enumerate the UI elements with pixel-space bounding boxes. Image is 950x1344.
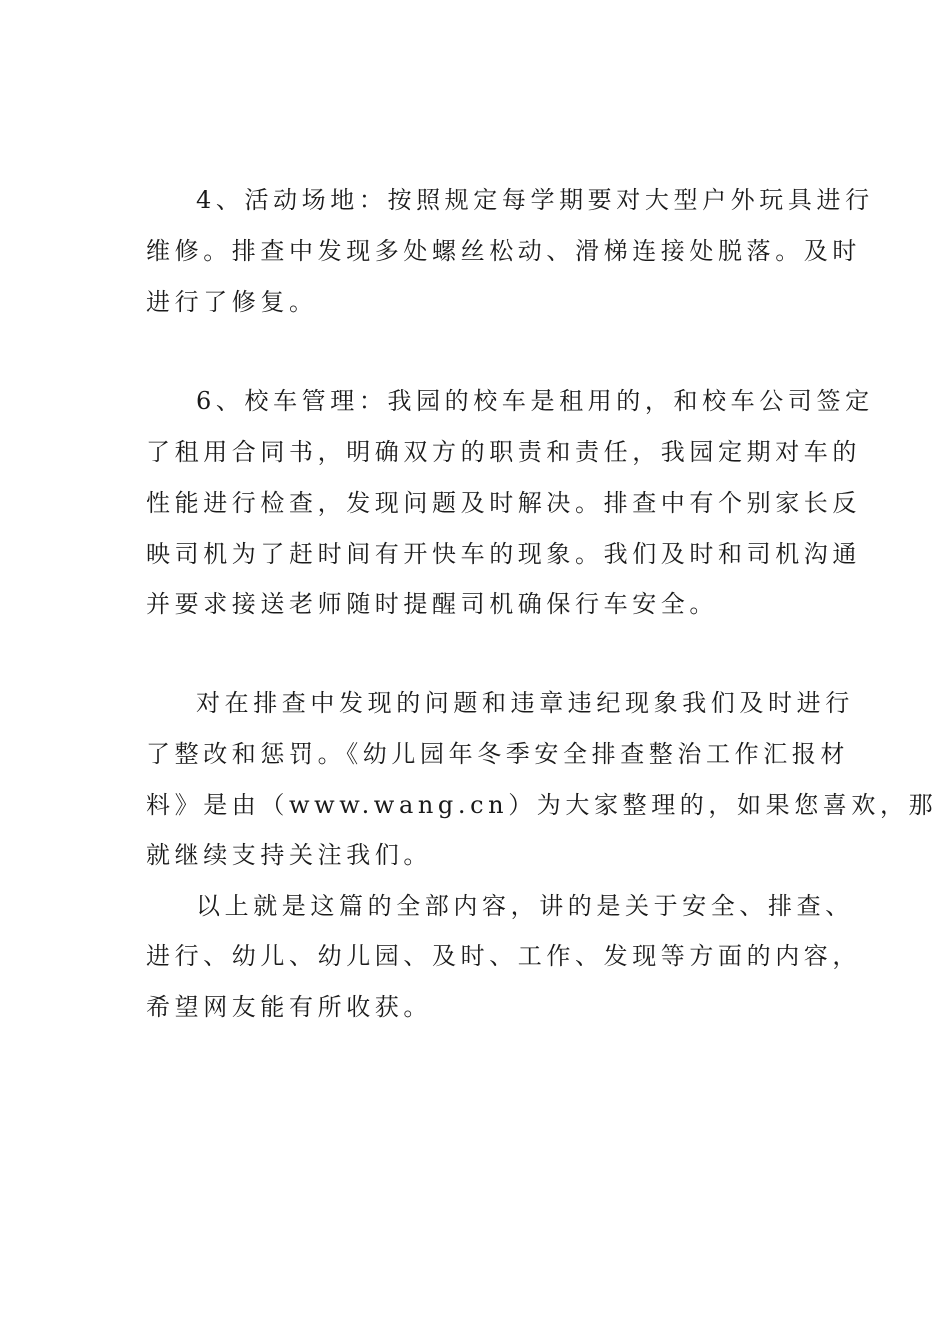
paragraph-line: 希望网友能有所收获。	[146, 993, 432, 1021]
paragraph-line: 就继续支持关注我们。	[146, 841, 432, 869]
paragraph-line: 对在排查中发现的问题和违章违纪现象我们及时进行	[196, 689, 854, 717]
paragraph-line: 进行、幼儿、幼儿园、及时、工作、发现等方面的内容，	[146, 942, 861, 970]
paragraph-line: 了租用合同书，明确双方的职责和责任，我园定期对车的	[146, 438, 861, 466]
paragraph-line: 进行了修复。	[146, 288, 318, 316]
paragraph-line: 以上就是这篇的全部内容，讲的是关于安全、排查、	[196, 892, 854, 920]
paragraph-line: 6、校车管理：我园的校车是租用的，和校车公司签定	[196, 387, 874, 415]
paragraph-line: 了整改和惩罚。《幼儿园年冬季安全排查整治工作汇报材	[146, 740, 849, 768]
paragraph-line: 性能进行检查，发现问题及时解决。排查中有个别家长反	[146, 489, 861, 517]
paragraph-line: 4、活动场地：按照规定每学期要对大型户外玩具进行	[196, 186, 874, 214]
paragraph-line: 并要求接送老师随时提醒司机确保行车安全。	[146, 590, 718, 618]
paragraph-line: 映司机为了赶时间有开快车的现象。我们及时和司机沟通	[146, 540, 861, 568]
paragraph-line: 维修。排查中发现多处螺丝松动、滑梯连接处脱落。及时	[146, 237, 861, 265]
paragraph-line: 料》是由（www.wang.cn）为大家整理的，如果您喜欢，那	[146, 791, 938, 819]
